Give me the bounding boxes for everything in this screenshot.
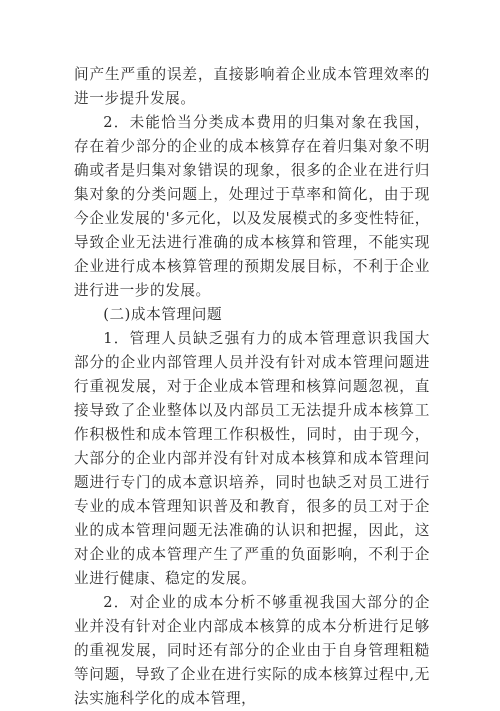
- paragraph-4: 2．对企业的成本分析不够重视我国大部分的企业并没有针对企业内部成本核算的成本分析进行足够的重视发展，同时还有部分的企业由于自身管理粗糙等问题，导致了企业在进行实际的成本核算过程中,无法实施科学化的成本管理，: [74, 594, 430, 707]
- section-heading: (二)成本管理问题: [103, 306, 223, 323]
- paragraph-1: 间产生严重的误差，直接影响着企业成本管理效率的进一步提升发展。: [74, 66, 430, 107]
- document-page: [74, 63, 430, 711]
- paragraph-2: 2．未能恰当分类成本费用的归集对象在我国，存在着少部分的企业的成本核算存在着归集对象不明确或者是归集对象错误的现象，很多的企业在进行归集对象的分类问题上，处理过于草率和简化，由于现今企业发展的'多元化，以及发展模式的多变性特征，导致企业无法进行准确的成本核算和管理，不能实现企业进行成本核算管理的预期发展目标，不利于企业进行进一步的发展。: [74, 114, 430, 299]
- paragraph-3: 1．管理人员缺乏强有力的成本管理意识我国大部分的企业内部管理人员并没有针对成本管理问题进行重视发展，对于企业成本管理和核算问题忽视，直接导致了企业整体以及内部员工无法提升成本核算工作积极性和成本管理工作积极性，同时，由于现今，大部分的企业内部并没有针对成本核算和成本管理问题进行专门的成本意识培养，同时也缺乏对员工进行专业的成本管理知识普及和教育，很多的员工对于企业的成本管理问题无法准确的认识和把握，因此，这对企业的成本管理产生了严重的负面影响，不利于企业进行健康、稳定的发展。: [74, 330, 430, 587]
